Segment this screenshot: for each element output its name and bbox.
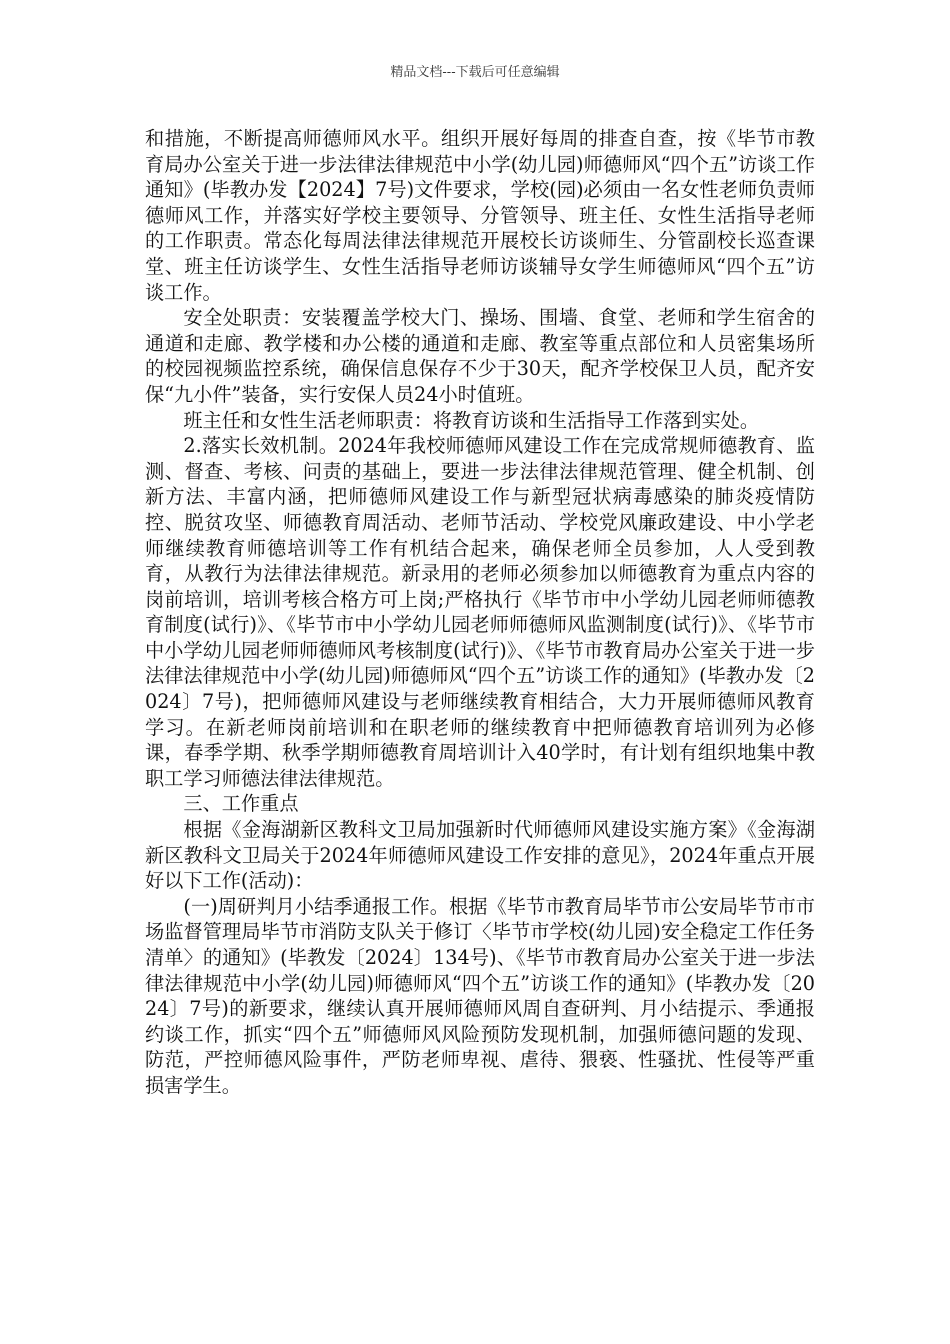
paragraph-weekly-review: (一)周研判月小结季通报工作。根据《毕节市教育局毕节市公安局毕节市市场监督管理局毕节市消防支队关于修订〈毕节市学校(幼儿园)安全稳定工作任务清单〉的通知》(毕教发〔2024〕134号)、《毕节市教育局办公室关于进一步法律法律规范中小学(幼儿园)师德师风“四个五”访谈工作的通知》(毕教办发〔2024〕7号)的新要求，继续认真开展师德师风周自查研判、月小结提示、季通报约谈工作，抓实“四个五”师德师风风险预防发现机制，加强师德问题的发现、防范，严控师德风险事件，严防老师卑视、虐待、猥亵、性骚扰、性侵等严重损害学生。 [145, 894, 815, 1097]
paragraph-long-term-mechanism: 2.落实长效机制。2024年我校师德师风建设工作在完成常规师德教育、监测、督查、考核、问责的基础上，要进一步法律法律规范管理、健全机制、创新方法、丰富内涵，把师德师风建设工作与新型冠状病毒感染的肺炎疫情防控、脱贫攻坚、师德教育周活动、老师节活动、学校党风廉政建设、中小学老师继续教育师德培训等工作有机结合起来，确保老师全员参加，人人受到教育，从教行为法律法律规范。新录用的老师必须参加以师德教育为重点内容的岗前培训，培训考核合格方可上岗;严格执行《毕节市中小学幼儿园老师师德教育制度(试行)》、《毕节市中小学幼儿园老师师德师风监测制度(试行)》、《毕节市中小学幼儿园老师师德师风考核制度(试行)》、《毕节市教育局办公室关于进一步法律法律规范中小学(幼儿园)师德师风“四个五”访谈工作的通知》(毕教办发〔2024〕7号)，把师德师风建设与老师继续教育相结合，大力开展师德师风教育学习。在新老师岗前培训和在职老师的继续教育中把师德教育培训列为必修课，春季学期、秋季学期师德教育周培训计入40学时，有计划有组织地集中教职工学习师德法律法律规范。 [145, 434, 815, 790]
paragraph-measures-continued: 和措施，不断提高师德师风水平。组织开展好每周的排查自查，按《毕节市教育局办公室关于进一步法律法律规范中小学(幼儿园)师德师风“四个五”访谈工作通知》(毕教办发【2024】7号)文件要求，学校(园)必须由一名女性老师负责师德师风工作，并落实好学校主要领导、分管领导、班主任、女性生活指导老师的工作职责。常态化每周法律法律规范开展校长访谈师生、分管副校长巡查课堂、班主任访谈学生、女性生活指导老师访谈辅导女学生师德师风“四个五”访谈工作。 [145, 127, 815, 304]
section-heading-work-focus: 三、工作重点 [183, 792, 299, 816]
paragraph-security-duties: 安全处职责：安装覆盖学校大门、操场、围墙、食堂、老师和学生宿舍的通道和走廊、教学楼和办公楼的通道和走廊、教室等重点部位和人员密集场所的校园视频监控系统，确保信息保存不少于30天，配齐学校保卫人员，配齐安保“九小件”装备，实行安保人员24小时值班。 [145, 306, 815, 406]
document-body [145, 126, 815, 1099]
paragraph-basis: 根据《金海湖新区教科文卫局加强新时代师德师风建设实施方案》《金海湖新区教科文卫局关于2024年师德师风建设工作安排的意见》，2024年重点开展好以下工作(活动)： [145, 818, 815, 893]
paragraph-class-teacher-duties: 班主任和女性生活老师职责：将教育访谈和生活指导工作落到实处。 [183, 408, 760, 432]
page-header: 精品文档---下载后可任意编辑 [390, 65, 560, 80]
